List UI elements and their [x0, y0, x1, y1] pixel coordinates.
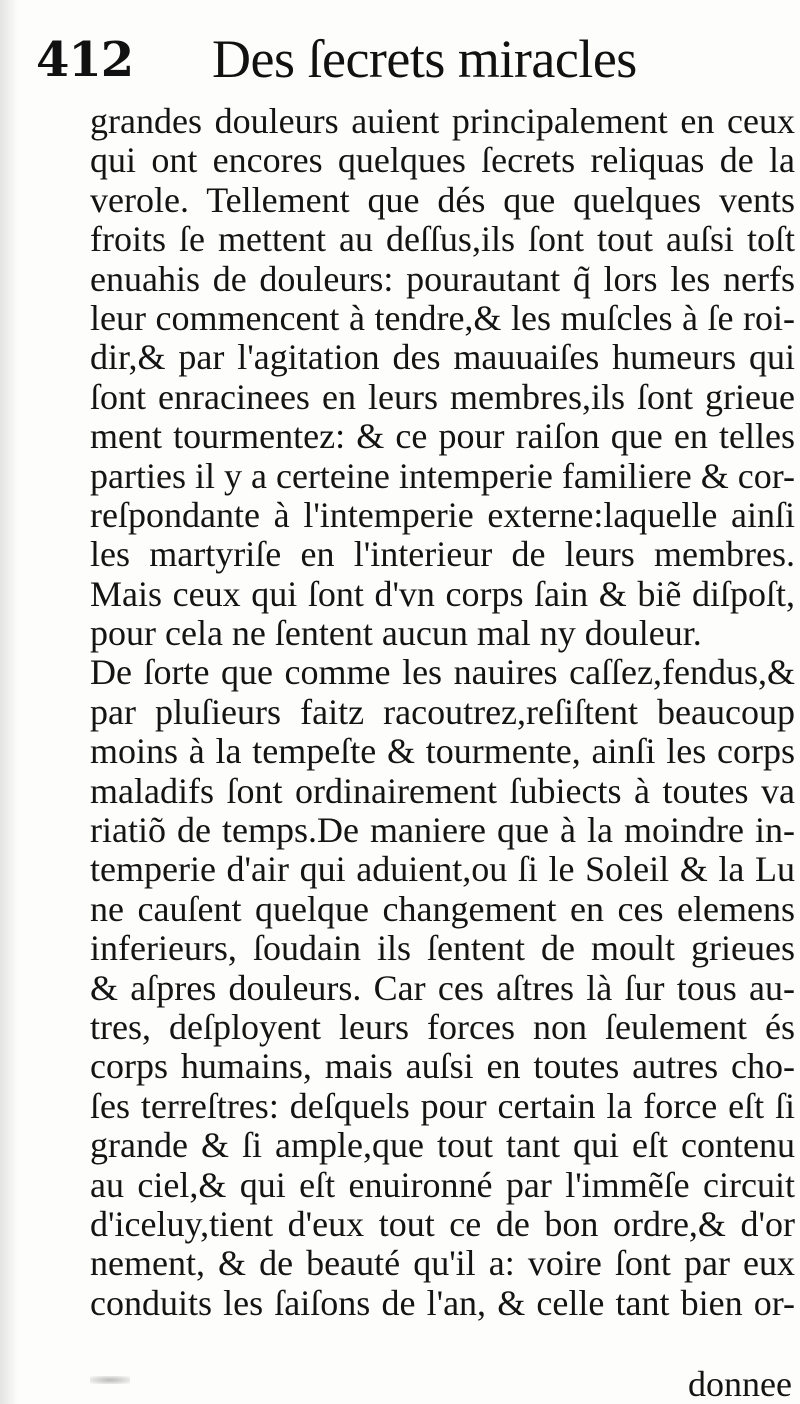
catchword: donnee [688, 1364, 792, 1404]
text-line: inferieurs, ſoudain ils ſentent de moult grieues [90, 928, 795, 969]
text-line: grandes douleurs auient principalement en ceux [90, 101, 795, 141]
text-line: De ſorte que comme les nauires caſſez,fendus,& [90, 652, 795, 693]
text-line: froits ſe mettent au deſſus,ils ſont tout auſsi toſt [90, 219, 795, 260]
text-line: maladifs ſont ordinairement ſubiects à toutes va [90, 770, 795, 811]
text-line: Mais ceux qui ſont d'vn corps ſain & biẽ diſpoſt, [90, 573, 795, 614]
text-line: & aſpres douleurs. Car ces aſtres là ſur tous au- [90, 967, 795, 1008]
text-line: pour cela ne ſentent aucun mal ny douleur. [90, 613, 702, 654]
text-line: ſes terreſtres: deſquels pour certain la force eſt ſi [90, 1085, 795, 1126]
text-line: nement, & de beauté qu'il a: voire ſont par eux [90, 1243, 795, 1284]
text-line: par pluſieurs faitz racoutrez,reſiſtent beaucoup [90, 691, 795, 732]
text-line: tres, deſployent leurs forces non ſeulement és [90, 1006, 795, 1047]
text-line: grande & ſi ample,que tout tant qui eſt contenu [90, 1125, 795, 1166]
text-line: qui ont encores quelques ſecrets reliquas de la [90, 140, 795, 181]
body-text [90, 102, 795, 1323]
text-line: temperie d'air qui aduient,ou ſi le Soleil & la Lu [90, 849, 795, 890]
text-line: corps humains, mais auſsi en toutes autres cho- [90, 1046, 795, 1087]
text-line: dir,& par l'agitation des mauuaiſes humeurs qui [90, 337, 795, 378]
text-line: riatiõ de temps.De maniere que à la moindre in- [90, 810, 795, 851]
text-line: les martyriſe en l'interieur de leurs membres. [90, 534, 795, 575]
text-line: moins à la tempeſte & tourmente, ainſi les corps [90, 731, 795, 772]
page-number: 412 [36, 32, 134, 88]
text-line: ſont enracinees en leurs membres,ils ſont grieue [90, 376, 795, 417]
text-line: verole. Tellement que dés que quelques vents [90, 179, 795, 220]
text-line: d'iceluy,tient d'eux tout ce de bon ordre,& d'or [90, 1203, 795, 1244]
text-line: enuahis de douleurs: pourautant q̃ lors les nerfs [90, 258, 795, 299]
text-line: ne cauſent quelque changement en ces elemens [90, 888, 795, 929]
text-line: conduits les ſaiſons de l'an, & celle tant bien or- [90, 1282, 795, 1323]
ink-smudge [90, 1376, 130, 1384]
running-title: Des ſecrets miracles [212, 29, 637, 89]
text-line: au ciel,& qui eſt enuironné par l'immẽſe circuit [90, 1164, 795, 1205]
text-line: leur commencent à tendre,& les muſcles à ſe roi- [90, 297, 795, 338]
text-line: parties il y a certeine intemperie familiere & cor- [90, 455, 795, 496]
text-line: ment tourmentez: & ce pour raiſon que en telles [90, 416, 795, 457]
text-line: reſpondante à l'intemperie externe:laquelle ainſi [90, 494, 795, 535]
